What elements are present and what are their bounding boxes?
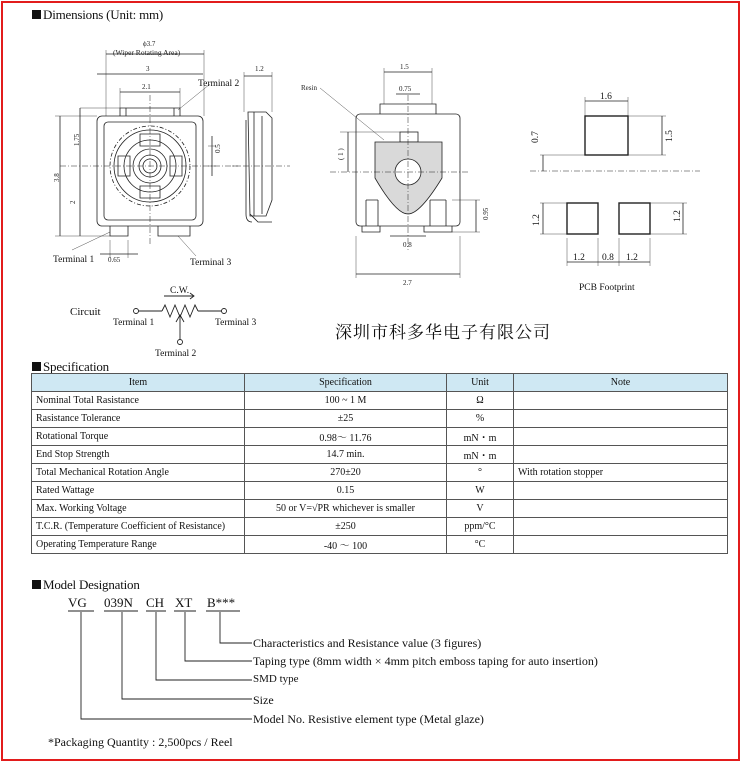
circuit-diagram — [60, 278, 300, 360]
cell-note — [514, 392, 728, 410]
col-header-note: Note — [514, 374, 728, 392]
cell-unit: V — [447, 500, 514, 518]
cell-spec: ±250 — [245, 518, 447, 536]
circuit-title: Circuit — [70, 306, 101, 318]
cell-note — [514, 428, 728, 446]
cell-unit: % — [447, 410, 514, 428]
dim-phi: ϕ3.7 — [143, 40, 156, 48]
cell-unit: W — [447, 482, 514, 500]
cell-unit: mN・m — [447, 428, 514, 446]
pcb-dim-1-6: 1.6 — [600, 92, 612, 102]
cell-note — [514, 482, 728, 500]
table-row — [32, 392, 728, 410]
cell-note — [514, 410, 728, 428]
pcb-dim-1-2-right: 1.2 — [673, 210, 683, 222]
company-name: 深圳市科多华电子有限公司 — [335, 323, 551, 343]
dim-wiper-area: (Wiper Rotating Area) — [113, 48, 181, 57]
pcb-pad-left — [567, 203, 598, 234]
cell-note — [514, 518, 728, 536]
model-desc-taping: Taping type (8mm width × 4mm pitch emboss taping for auto insertion) — [253, 654, 598, 668]
pcb-dim-1-2-left: 1.2 — [532, 214, 542, 226]
cell-item: Max. Working Voltage — [32, 500, 245, 518]
dim-1: ( 1 ) — [337, 148, 345, 160]
table-row — [32, 518, 728, 536]
cell-spec: 14.7 min. — [245, 446, 447, 464]
model-leader-lines — [60, 608, 260, 724]
col-header-unit: Unit — [447, 374, 514, 392]
dim-0-75: 0.75 — [399, 85, 412, 93]
cell-unit: ° — [447, 464, 514, 482]
pcb-pad-top — [585, 116, 628, 155]
spec-table — [31, 373, 728, 554]
table-row — [32, 410, 728, 428]
packaging-quantity: *Packaging Quantity : 2,500pcs / Reel — [48, 735, 233, 749]
cell-note — [514, 536, 728, 554]
table-row — [32, 428, 728, 446]
cell-item: Rotational Torque — [32, 428, 245, 446]
pcb-dim-b1: 1.2 — [573, 253, 585, 263]
pcb-dim-b2: 0.8 — [602, 253, 614, 263]
dim-0-65: 0.65 — [108, 256, 121, 264]
model-designation-title: Model Designation — [32, 577, 140, 593]
dim-0-5: 0.5 — [214, 144, 222, 153]
dim-1-5: 1.5 — [400, 63, 409, 71]
spec-header-row — [32, 374, 728, 392]
cell-spec: -40 ～ 100 — [245, 536, 447, 554]
model-code-value: B*** — [207, 595, 236, 610]
dim-2: 2 — [69, 200, 77, 204]
dim-1-75: 1.75 — [73, 133, 81, 146]
table-row — [32, 482, 728, 500]
dimensions-title: Dimensions (Unit: mm) — [32, 7, 163, 23]
table-row — [32, 446, 728, 464]
cell-item: Rasistance Tolerance — [32, 410, 245, 428]
circuit-terminal1: Terminal 1 — [113, 318, 155, 328]
cell-item: Operating Temperature Range — [32, 536, 245, 554]
table-row — [32, 500, 728, 518]
model-desc-size: Size — [253, 693, 274, 707]
model-desc-model-no: Model No. Resistive element type (Metal glaze) — [253, 712, 484, 726]
circuit-cw-label: C.W. — [170, 286, 190, 296]
cell-item: Total Mechanical Rotation Angle — [32, 464, 245, 482]
model-code-size: 039N — [104, 595, 133, 610]
dimension-drawing — [0, 0, 745, 300]
table-row — [32, 464, 728, 482]
model-desc-smd: SMD type — [253, 673, 299, 685]
cell-item: Nominal Total Rasistance — [32, 392, 245, 410]
cell-item: Rated Wattage — [32, 482, 245, 500]
cell-item: T.C.R. (Temperature Coefficient of Resistance) — [32, 518, 245, 536]
cell-spec: 270±20 — [245, 464, 447, 482]
cell-spec: 0.98～ 11.76 — [245, 428, 447, 446]
model-code-taping: XT — [175, 595, 193, 610]
pcb-dim-b3: 1.2 — [626, 253, 638, 263]
model-code-vg: VG — [68, 595, 87, 610]
model-desc-characteristics: Characteristics and Resistance value (3 figures) — [253, 636, 482, 650]
model-code-type: CH — [146, 595, 165, 610]
pcb-dim-1-5: 1.5 — [665, 130, 675, 142]
col-header-spec: Specification — [245, 374, 447, 392]
dim-0-95: 0.95 — [482, 207, 490, 220]
cell-spec: 50 or V=√PR whichever is smaller — [245, 500, 447, 518]
resin-label: Resin — [301, 84, 317, 92]
dim-2-7: 2.7 — [403, 279, 412, 287]
dim-2-1: 2.1 — [142, 83, 151, 91]
cell-spec: 100 ~ 1 M — [245, 392, 447, 410]
cell-unit: mN・m — [447, 446, 514, 464]
cell-unit: ppm/°C — [447, 518, 514, 536]
front-terminal1-label: Terminal 1 — [53, 255, 95, 265]
circuit-terminal3: Terminal 3 — [215, 318, 257, 328]
col-header-item: Item — [32, 374, 245, 392]
dim-0-8: 0.8 — [403, 241, 412, 249]
pcb-dim-0-7: 0.7 — [531, 131, 541, 143]
cell-unit: °C — [447, 536, 514, 554]
front-terminal3-label: Terminal 3 — [190, 258, 232, 268]
circuit-terminal2: Terminal 2 — [155, 349, 197, 359]
cell-note: With rotation stopper — [514, 464, 728, 482]
pcb-pad-right — [619, 203, 650, 234]
cell-note — [514, 446, 728, 464]
table-row — [32, 536, 728, 554]
cell-spec: 0.15 — [245, 482, 447, 500]
front-terminal2-label: Terminal 2 — [198, 79, 240, 89]
cell-unit: Ω — [447, 392, 514, 410]
dim-3-8: 3.8 — [53, 173, 61, 182]
dim-1-2: 1.2 — [255, 65, 264, 73]
dim-3: 3 — [146, 65, 150, 73]
specification-title: Specification — [32, 359, 109, 375]
cell-spec: ±25 — [245, 410, 447, 428]
cell-note — [514, 500, 728, 518]
pcb-caption: PCB Footprint — [579, 283, 635, 293]
cell-item: End Stop Strength — [32, 446, 245, 464]
